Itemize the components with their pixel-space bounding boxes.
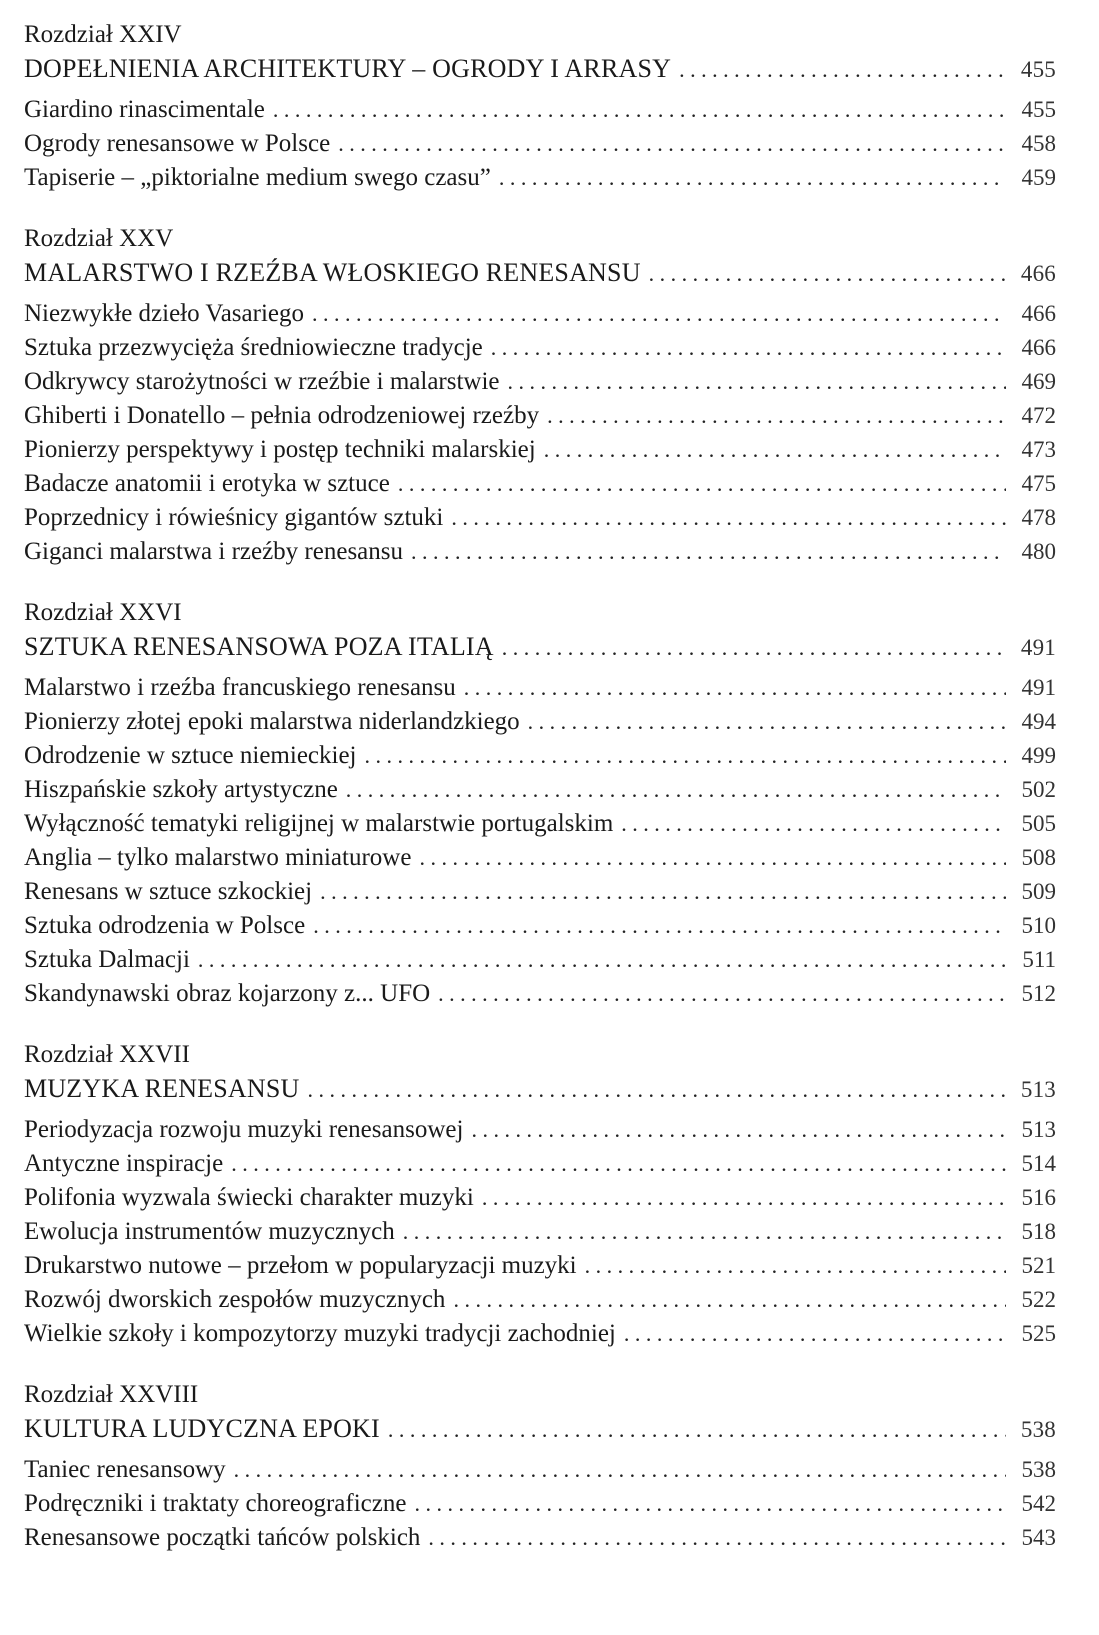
chapter-title: SZTUKA RENESANSOWA POZA ITALIĄ [24, 632, 494, 661]
dot-leader [313, 909, 1006, 943]
chapter-label: Rozdział XXV [24, 225, 174, 252]
chapter-label: Rozdział XXVI [24, 599, 182, 626]
chapter-section [24, 596, 1056, 1011]
toc-entry-title: Giardino rinascimentale [24, 96, 265, 123]
toc-entry-page: 525 [1021, 1321, 1056, 1346]
toc-entry-title: Odkrywcy starożytności w rzeźbie i malarstwie [24, 368, 500, 395]
toc-entry [24, 671, 1056, 705]
toc-entry [24, 331, 1056, 365]
dot-leader [273, 93, 1006, 127]
toc-entry-page: 505 [1021, 811, 1056, 836]
dot-leader [621, 807, 1006, 841]
toc-entry [24, 773, 1056, 807]
dot-leader [528, 705, 1006, 739]
table-of-contents [24, 18, 1056, 1582]
toc-entry-page: 499 [1021, 743, 1056, 768]
chapter-page-number: 491 [1020, 635, 1056, 660]
toc-entry-title: Hiszpańskie szkoły artystyczne [24, 776, 338, 803]
toc-entry [24, 841, 1056, 875]
toc-entry-title: Rozwój dworskich zespołów muzycznych [24, 1286, 446, 1313]
dot-leader [544, 433, 1006, 467]
toc-entry-title: Taniec renesansowy [24, 1456, 226, 1483]
toc-entry [24, 93, 1056, 127]
dot-leader [231, 1147, 1006, 1181]
toc-entry-page: 466 [1021, 301, 1056, 326]
dot-leader [198, 943, 1006, 977]
toc-entry-title: Malarstwo i rzeźba francuskiego renesansu [24, 674, 456, 701]
dot-leader [464, 671, 1006, 705]
toc-entry-page: 469 [1021, 369, 1056, 394]
toc-entry-title: Tapiserie – „piktorialne medium swego czasu” [24, 164, 491, 191]
toc-entry [24, 1283, 1056, 1317]
dot-leader [453, 1283, 1006, 1317]
toc-entry-title: Wyłączność tematyki religijnej w malarstwie portugalskim [24, 810, 614, 837]
toc-entry-page: 494 [1021, 709, 1056, 734]
toc-entry [24, 1317, 1056, 1351]
toc-entry-page: 466 [1021, 335, 1056, 360]
chapter-label: Rozdział XXVIII [24, 1381, 199, 1408]
toc-entry [24, 1147, 1056, 1181]
toc-entry [24, 297, 1056, 331]
dot-leader [547, 399, 1006, 433]
dot-leader [499, 161, 1006, 195]
toc-entry [24, 739, 1056, 773]
chapter-section [24, 1038, 1056, 1351]
toc-entry-title: Podręczniki i traktaty choreograficzne [24, 1490, 407, 1517]
toc-entry-title: Pionierzy perspektywy i postęp techniki malarskiej [24, 436, 536, 463]
toc-entry-page: 458 [1021, 131, 1056, 156]
toc-entry [24, 1215, 1056, 1249]
toc-entry [24, 977, 1056, 1011]
toc-entry-page: 473 [1021, 437, 1056, 462]
chapter-section [24, 222, 1056, 569]
toc-entry-page: 518 [1021, 1219, 1056, 1244]
toc-entry [24, 365, 1056, 399]
toc-entry [24, 1521, 1056, 1555]
chapter-page-number: 513 [1020, 1077, 1056, 1102]
toc-entry-page: 475 [1021, 471, 1056, 496]
toc-entry [24, 875, 1056, 909]
chapter-label: Rozdział XXIV [24, 21, 182, 48]
dot-leader [624, 1317, 1006, 1351]
toc-entry-title: Sztuka Dalmacji [24, 946, 190, 973]
toc-entry-title: Renesansowe początki tańców polskich [24, 1524, 421, 1551]
chapter-page-number: 455 [1020, 57, 1056, 82]
chapter-title-line [24, 256, 1056, 290]
toc-entry-page: 512 [1021, 981, 1056, 1006]
toc-entry-title: Renesans w sztuce szkockiej [24, 878, 313, 905]
toc-entry-page: 516 [1021, 1185, 1056, 1210]
toc-entry [24, 501, 1056, 535]
toc-entry [24, 1249, 1056, 1283]
chapter-title: KULTURA LUDYCZNA EPOKI [24, 1414, 380, 1443]
dot-leader [414, 1487, 1006, 1521]
toc-entry-title: Ghiberti i Donatello – pełnia odrodzeniowej rzeźby [24, 402, 540, 429]
toc-entry [24, 467, 1056, 501]
toc-entry [24, 1453, 1056, 1487]
dot-leader [451, 501, 1006, 535]
toc-entry-title: Periodyzacja rozwoju muzyki renesansowej [24, 1116, 464, 1143]
dot-leader [312, 297, 1006, 331]
toc-entry-title: Badacze anatomii i erotyka w sztuce [24, 470, 390, 497]
chapter-page-number: 466 [1020, 261, 1056, 286]
toc-entry-page: 511 [1022, 947, 1056, 972]
toc-entry-title: Giganci malarstwa i rzeźby renesansu [24, 538, 404, 565]
toc-entry [24, 943, 1056, 977]
toc-entry-title: Ogrody renesansowe w Polsce [24, 130, 331, 157]
toc-entry-title: Sztuka przezwycięża średniowieczne tradycje [24, 334, 483, 361]
toc-entry-page: 513 [1021, 1117, 1056, 1142]
toc-entry-title: Odrodzenie w sztuce niemieckiej [24, 742, 357, 769]
dot-leader [388, 1413, 1006, 1447]
toc-entry [24, 433, 1056, 467]
toc-entry-page: 543 [1021, 1525, 1056, 1550]
dot-leader [428, 1521, 1006, 1555]
toc-entry-title: Ewolucja instrumentów muzycznych [24, 1218, 395, 1245]
toc-entry-page: 522 [1021, 1287, 1056, 1312]
dot-leader [338, 127, 1006, 161]
dot-leader [491, 331, 1006, 365]
chapter-title-line [24, 1412, 1056, 1446]
toc-entry [24, 1113, 1056, 1147]
toc-entry-page: 478 [1021, 505, 1056, 530]
dot-leader [438, 977, 1006, 1011]
toc-entry [24, 161, 1056, 195]
toc-entry [24, 909, 1056, 943]
dot-leader [365, 739, 1007, 773]
toc-entry-title: Poprzednicy i rówieśnicy gigantów sztuki [24, 504, 444, 531]
dot-leader [320, 875, 1006, 909]
toc-entry-page: 538 [1021, 1457, 1056, 1482]
toc-entry [24, 1487, 1056, 1521]
toc-entry [24, 1181, 1056, 1215]
toc-entry-page: 510 [1021, 913, 1056, 938]
chapter-title: MUZYKA RENESANSU [24, 1074, 300, 1103]
toc-entry [24, 807, 1056, 841]
toc-entry [24, 705, 1056, 739]
toc-entry-title: Sztuka odrodzenia w Polsce [24, 912, 306, 939]
chapter-page-number: 538 [1020, 1417, 1056, 1442]
dot-leader [482, 1181, 1006, 1215]
toc-entry-title: Pionierzy złotej epoki malarstwa niderlandzkiego [24, 708, 520, 735]
toc-entry-title: Drukarstwo nutowe – przełom w popularyzacji muzyki [24, 1252, 577, 1279]
toc-entry-page: 502 [1021, 777, 1056, 802]
toc-entry [24, 127, 1056, 161]
toc-entry [24, 535, 1056, 569]
toc-entry-page: 480 [1021, 539, 1056, 564]
dot-leader [585, 1249, 1006, 1283]
chapter-title-line [24, 630, 1056, 664]
dot-leader [471, 1113, 1006, 1147]
toc-entry-title: Polifonia wyzwala świecki charakter muzyki [24, 1184, 474, 1211]
chapter-section [24, 18, 1056, 195]
dot-leader [411, 535, 1006, 569]
chapter-title: MALARSTWO I RZEŹBA WŁOSKIEGO RENESANSU [24, 258, 641, 287]
toc-entry-title: Niezwykłe dzieło Vasariego [24, 300, 304, 327]
dot-leader [403, 1215, 1006, 1249]
toc-entry-page: 508 [1021, 845, 1056, 870]
dot-leader [346, 773, 1006, 807]
toc-entry-title: Antyczne inspiracje [24, 1150, 224, 1177]
toc-entry-page: 455 [1021, 97, 1056, 122]
toc-entry-title: Skandynawski obraz kojarzony z... UFO [24, 980, 431, 1007]
toc-entry-page: 509 [1021, 879, 1056, 904]
dot-leader [508, 365, 1006, 399]
dot-leader [398, 467, 1006, 501]
chapter-label: Rozdział XXVII [24, 1041, 190, 1068]
toc-entry-page: 514 [1021, 1151, 1056, 1176]
toc-entry [24, 399, 1056, 433]
toc-entry-page: 459 [1021, 165, 1056, 190]
toc-entry-page: 542 [1021, 1491, 1056, 1516]
toc-entry-title: Anglia – tylko malarstwo miniaturowe [24, 844, 412, 871]
chapter-section [24, 1378, 1056, 1555]
chapter-title-line [24, 1072, 1056, 1106]
toc-entry-page: 491 [1021, 675, 1056, 700]
toc-entry-page: 472 [1021, 403, 1056, 428]
toc-entry-page: 521 [1021, 1253, 1056, 1278]
toc-entry-title: Wielkie szkoły i kompozytorzy muzyki tradycji zachodniej [24, 1320, 616, 1347]
dot-leader [502, 631, 1006, 665]
dot-leader [649, 257, 1006, 291]
dot-leader [679, 53, 1006, 87]
dot-leader [419, 841, 1006, 875]
dot-leader [234, 1453, 1006, 1487]
chapter-title: DOPEŁNIENIA ARCHITEKTURY – OGRODY I ARRASY [24, 54, 672, 83]
dot-leader [308, 1073, 1006, 1107]
chapter-title-line [24, 52, 1056, 86]
